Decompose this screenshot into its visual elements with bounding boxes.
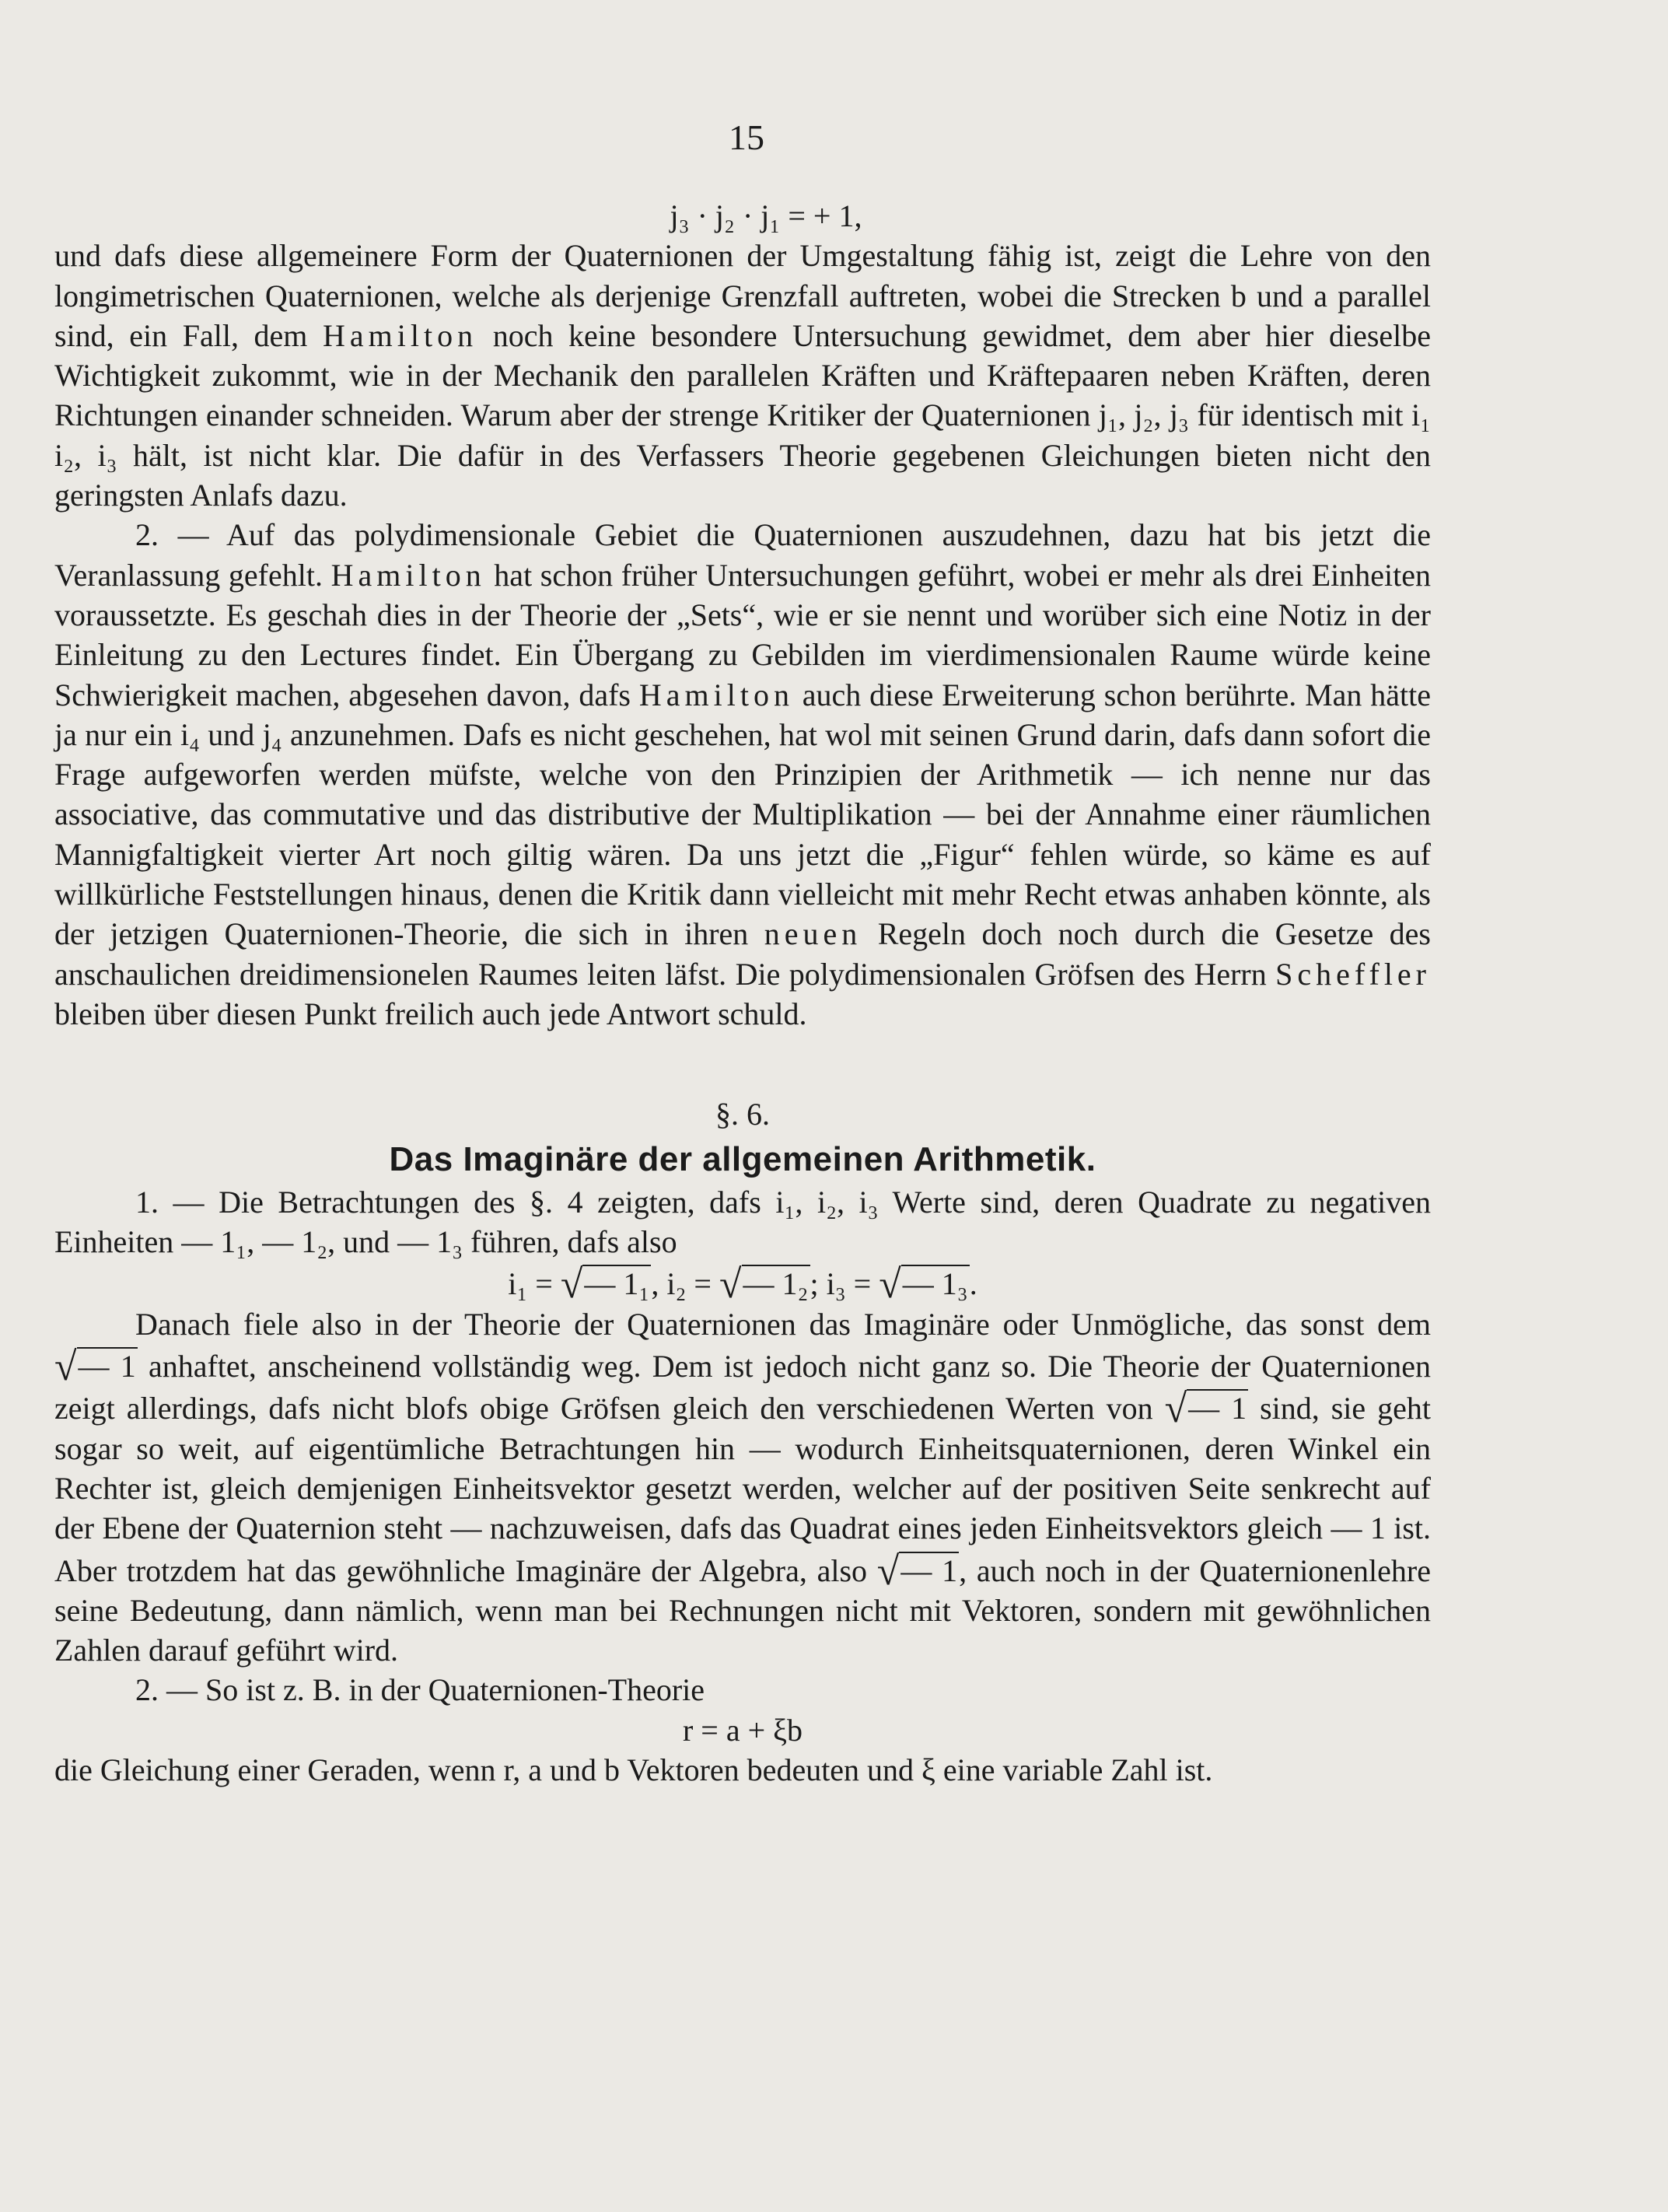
equation-roots: [54, 1262, 1431, 1307]
eq-separator: ,: [651, 1266, 667, 1302]
sqrt-argument: — 1₁: [584, 1266, 650, 1302]
section-number: §. 6.: [715, 1097, 770, 1132]
sqrt-argument: — 1: [1188, 1391, 1247, 1426]
text-run: bleiben über diesen Punkt freilich auch jede Antwort schuld.: [54, 996, 807, 1031]
name-scheffler: Scheffler: [1275, 956, 1431, 992]
name-hamilton: Hamilton: [638, 677, 794, 712]
equation-j-product: j₃ · j₂ · j₁ = + 1,: [670, 198, 862, 233]
text-run: sind, sie geht sogar so weit, auf eigentümliche Betrachtungen hin — wodurch Einheitsquaternionen, deren Winkel ein Rechter ist, gleich demjenigen Einheitsvektor gesetzt werden, welcher auf der positiven Seite senkrecht auf der Ebene der Quaternion steht — nachzuweisen, dafs das Quadrat eines jeden Einheitsvektors gleich — 1 ist. Aber trotzdem hat das gewöhnliche Imaginäre der Algebra, also: [54, 1391, 1432, 1588]
equation-line: r = a + ξb: [682, 1712, 803, 1748]
text-run: Regeln doch noch durch die Gesetze des anschaulichen dreidimensionelen Raumes leiten läfst. Die polydimensionalen Gröfsen des Herrn: [54, 916, 1431, 992]
sqrt-argument: — 1₃: [902, 1266, 968, 1302]
sqrt-argument: — 1₂: [743, 1266, 809, 1302]
name-hamilton: Hamilton: [330, 557, 486, 593]
text-run: 2. — So ist z. B. in der Quaternionen-Theorie: [135, 1672, 705, 1708]
name-hamilton: Hamilton: [323, 317, 478, 353]
sqrt-argument: — 1: [78, 1349, 136, 1384]
sqrt-symbol: √— 1: [54, 1345, 136, 1390]
text-run: und dafs diese allgemeinere Form der Quaternionen der Umgestaltung fähig ist, zeigt die Lehre von den longimetrischen Quaternionen, welche als derjenige Grenzfall auftreten, wobei die Strecken b und a parallel sind, ein Fall, dem: [54, 238, 1431, 353]
paragraph-danach: [54, 1304, 1431, 1671]
text-body: [54, 196, 1431, 1790]
text-run: die Gleichung einer Geraden, wenn r, a und b Vektoren bedeuten und ξ eine variable Zahl ist.: [54, 1752, 1213, 1787]
eq-i3-lhs: i₃ =: [826, 1266, 879, 1302]
eq-i2-lhs: i₂ =: [666, 1266, 719, 1302]
eq-i1-lhs: i₁ =: [508, 1266, 561, 1302]
sqrt-symbol: √— 1: [876, 1549, 958, 1594]
section-title: Das Imaginäre der allgemeinen Arithmetik.: [389, 1139, 1096, 1178]
page-number: 15: [729, 117, 764, 157]
paragraph-so-ist: [54, 1670, 1431, 1710]
paragraph-polydimensional: [54, 515, 1431, 1034]
eq-separator: ;: [810, 1266, 827, 1302]
sqrt-symbol: √— 1₂: [719, 1262, 809, 1307]
paragraph-imaginary-units: [54, 1182, 1431, 1262]
text-run: noch keine besondere Untersuchung gewidmet, dem aber hier dieselbe Wichtigkeit zukommt, wie in der Mechanik den parallelen Kräften und Kräftepaaren neben Kräften, deren Richtungen einander schneiden. Warum aber der strenge Kritiker der Quaternionen j₁, j₂, j₃ für identisch mit i₁ i₂, i₃ hält, ist nicht klar. Die dafür in des Verfassers Theorie gegebenen Gleichungen bieten nicht den geringsten Anlafs dazu.: [54, 317, 1432, 513]
text-run: auch diese Erweiterung schon berührte. Man hätte ja nur ein i₄ und j₄ anzunehmen. Dafs es nicht geschehen, hat wol mit seinen Grund darin, dafs dann sofort die Frage aufgeworfen werden müfste, welche von den Prinzipien der Arithmetik — ich nenne nur das associative, das commutative und das distributive der Multiplikation — bei der Annahme einer räumlichen Mannigfaltigkeit vierter Art noch giltig wären. Da uns jetzt die „Figur“ fehlen würde, so käme es auf willkürliche Feststellungen hinaus, denen die Kritik dann vielleicht mit mehr Recht etwas anhaben könnte, als der jetzigen Quaternionen-Theorie, die sich in ihren: [54, 677, 1431, 952]
paragraph-gerade: [54, 1750, 1431, 1790]
sqrt-symbol: √— 1₁: [560, 1262, 650, 1307]
text-run: 1. — Die Betrachtungen des §. 4 zeigten, dafs i₁, i₂, i₃ Werte sind, deren Quadrate zu negativen Einheiten — 1₁, — 1₂, und — 1₃ führen, dafs also: [54, 1184, 1431, 1260]
word-neuen: neuen: [764, 916, 862, 952]
sqrt-symbol: √— 1₃: [879, 1262, 968, 1307]
paragraph-longimetric: [54, 236, 1431, 515]
sqrt-symbol: √— 1: [1164, 1387, 1247, 1432]
text-run: anhaftet, anscheinend vollständig weg. Dem ist jedoch nicht ganz so. Die Theorie der Quaternionen zeigt allerdings, dafs nicht blofs obige Gröfsen gleich den verschiedenen Werten von: [54, 1349, 1431, 1426]
eq-end: .: [969, 1266, 977, 1302]
text-run: , auch noch in der Quaternionenlehre seine Bedeutung, dann nämlich, wenn man bei Rechnungen nicht mit Vektoren, sondern mit gewöhnlichen Zahlen darauf geführt wird.: [54, 1552, 1431, 1668]
text-run: hat schon früher Untersuchungen geführt, wobei er mehr als drei Einheiten voraussetzte. Es geschah dies in der Theorie der „Sets“, wie er sie nennt und worüber sich eine Notiz in der Einleitung zu den Lectures findet. Ein Übergang zu Gebilden im vierdimensionalen Raume würde keine Schwierigkeit machen, abgesehen davon, dafs: [54, 557, 1431, 712]
text-run: Danach fiele also in der Theorie der Quaternionen das Imaginäre oder Unmögliche, das sonst dem: [135, 1306, 1431, 1342]
sqrt-argument: — 1: [900, 1552, 958, 1588]
text-run: 2. — Auf das polydimensionale Gebiet die Quaternionen auszudehnen, dazu hat bis jetzt die Veranlassung gefehlt.: [54, 517, 1431, 593]
